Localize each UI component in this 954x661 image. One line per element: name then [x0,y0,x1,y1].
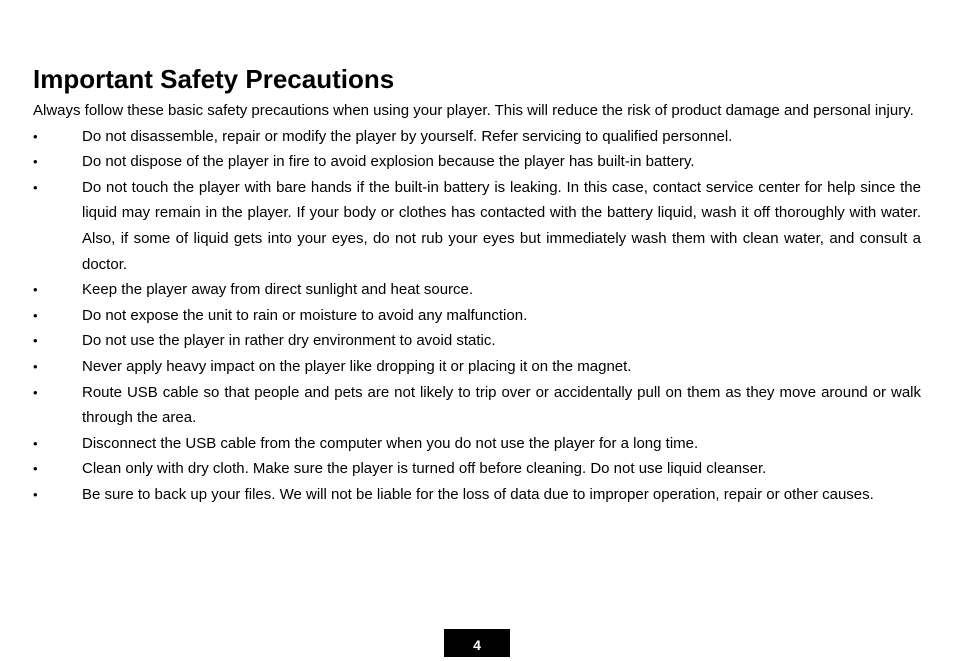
bullet-icon: • [33,128,38,144]
page-title: Important Safety Precautions [33,64,395,94]
bullet-icon: • [33,435,38,451]
list-item [33,277,921,303]
bullet-icon: • [33,282,38,298]
list-item-text: Never apply heavy impact on the player like dropping it or placing it on the magnet. [82,357,632,375]
list-item-text: Do not expose the unit to rain or moisture to avoid any malfunction. [82,306,528,324]
list-item [33,303,921,329]
bullet-icon: • [33,358,38,374]
safety-list [33,124,921,508]
list-item [33,482,921,508]
bullet-icon: • [33,333,38,349]
list-item-text: Keep the player away from direct sunlight and heat source. [82,281,474,299]
list-item [33,149,921,175]
bullet-icon: • [33,486,38,502]
list-item-text: Disconnect the USB cable from the computer when you do not use the player for a long time. [82,434,699,452]
bullet-icon: • [33,179,38,195]
intro-paragraph: Always follow these basic safety precautions when using your player. This will reduce the risk of product damage and personal injury. [33,102,914,119]
list-item [33,431,921,457]
page-number: 4 [444,629,510,657]
list-item-text: Do not disassemble, repair or modify the player by yourself. Refer servicing to qualified personnel. [82,127,733,145]
list-item [33,456,921,482]
bullet-icon: • [33,307,38,323]
list-item-text: Do not use the player in rather dry environment to avoid static. [82,332,496,350]
bullet-icon: • [33,384,38,400]
list-item [33,328,921,354]
list-item-text: Do not touch the player with bare hands if the built-in battery is leaking. In this case, contact service center for help since the liquid may remain in the player. If your body or clothes has contacted with the battery liquid, wash it off thoroughly with water. Also, if some of liquid gets into your eyes, do not rub your eyes but immediately wash them with clean water, and consult a doctor. [82,178,921,273]
list-item [33,380,921,431]
list-item [33,124,921,150]
list-item-text: Be sure to back up your files. We will not be liable for the loss of data due to improper operation, repair or other causes. [82,485,874,503]
list-item-text: Do not dispose of the player in fire to avoid explosion because the player has built-in battery. [82,153,695,171]
list-item-text: Clean only with dry cloth. Make sure the player is turned off before cleaning. Do not use liquid cleanser. [82,460,767,478]
bullet-icon: • [33,154,38,170]
list-item [33,354,921,380]
list-item-text: Route USB cable so that people and pets are not likely to trip over or accidentally pull on them as they move around or walk through the area. [82,383,921,427]
bullet-icon: • [33,461,38,477]
list-item [33,175,921,277]
document-page [33,60,921,508]
